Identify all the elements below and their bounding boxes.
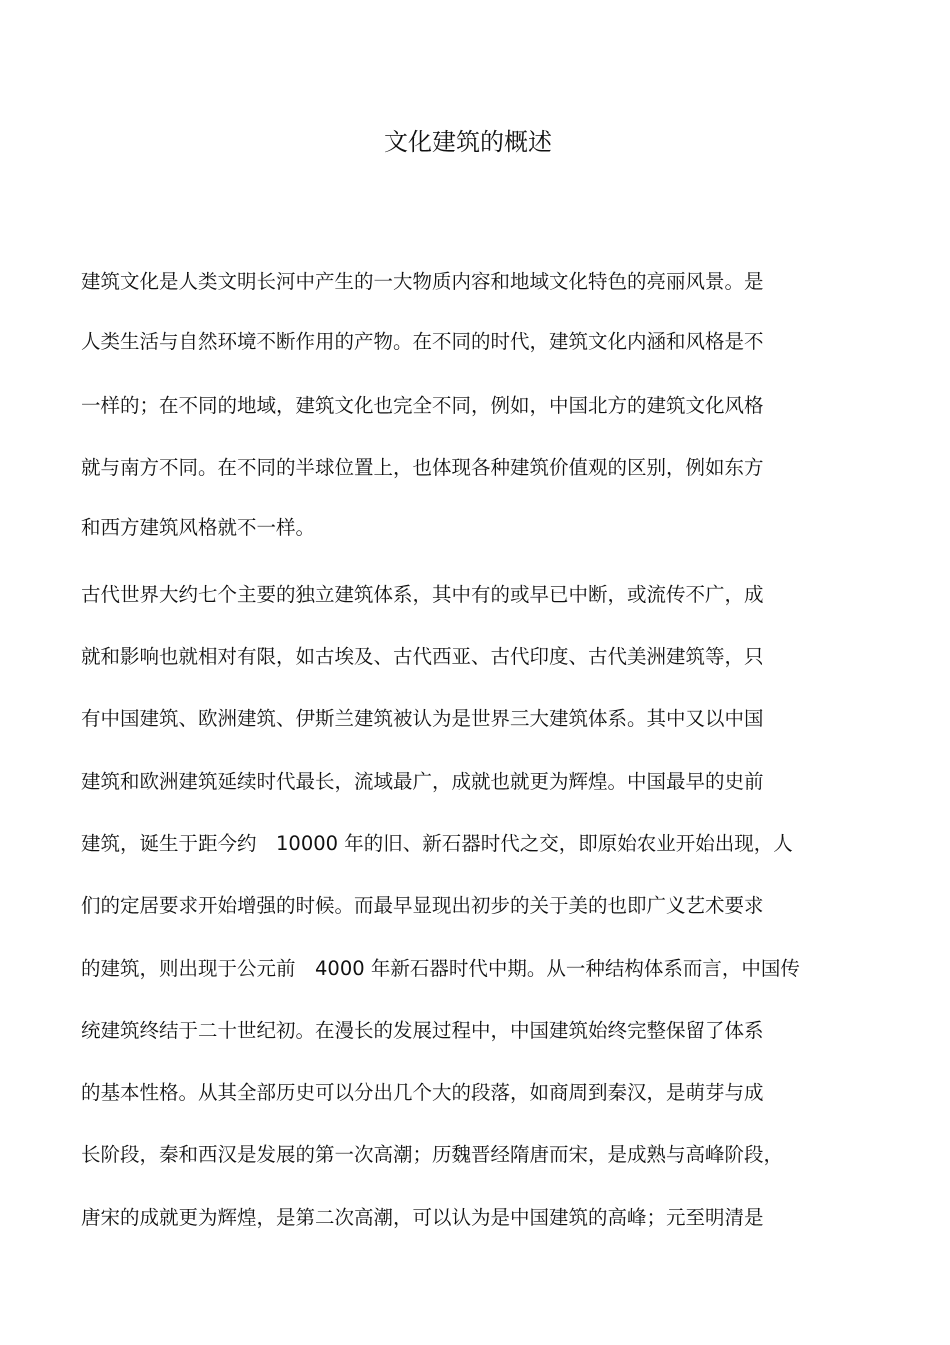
paragraph-line-6: 古代世界大约七个主要的独立建筑体系，其中有的或早已中断，或流传不广，成 (81, 583, 764, 606)
paragraph-line-3: 一样的；在不同的地域，建筑文化也完全不同，例如，中国北方的建筑文化风格 (81, 394, 764, 417)
paragraph-line-16: 唐宋的成就更为辉煌，是第二次高潮，可以认为是中国建筑的高峰；元至明清是 (81, 1206, 764, 1229)
paragraph-line-2: 人类生活与自然环境不断作用的产物。在不同的时代，建筑文化内涵和风格是不 (81, 330, 764, 353)
paragraph-line-9: 建筑和欧洲建筑延续时代最长，流域最广，成就也就更为辉煌。中国最早的史前 (81, 770, 764, 793)
paragraph-line-8: 有中国建筑、欧洲建筑、伊斯兰建筑被认为是世界三大建筑体系。其中又以中国 (81, 707, 764, 730)
paragraph-line-1: 建筑文化是人类文明长河中产生的一大物质内容和地域文化特色的亮丽风景。是 (81, 270, 764, 293)
paragraph-line-5: 和西方建筑风格就不一样。 (81, 516, 316, 539)
paragraph-line-11: 们的定居要求开始增强的时候。而最早显现出初步的关于美的也即广义艺术要求 (81, 894, 764, 917)
page-title: 文化建筑的概述 (384, 128, 552, 156)
paragraph-line-12: 的建筑，则出现于公元前 4000 年新石器时代中期。从一种结构体系而言，中国传 (81, 957, 800, 980)
paragraph-line-14: 的基本性格。从其全部历史可以分出几个大的段落，如商周到秦汉，是萌芽与成 (81, 1081, 764, 1104)
paragraph-line-10: 建筑，诞生于距今约 10000 年的旧、新石器时代之交，即原始农业开始出现，人 (81, 832, 793, 855)
paragraph-line-7: 就和影响也就相对有限，如古埃及、古代西亚、古代印度、古代美洲建筑等，只 (81, 645, 764, 668)
paragraph-line-4: 就与南方不同。在不同的半球位置上，也体现各种建筑价值观的区别，例如东方 (81, 456, 764, 479)
paragraph-line-13: 统建筑终结于二十世纪初。在漫长的发展过程中，中国建筑始终完整保留了体系 (81, 1019, 764, 1042)
paragraph-line-15: 长阶段，秦和西汉是发展的第一次高潮；历魏晋经隋唐而宋，是成熟与高峰阶段， (81, 1143, 784, 1166)
